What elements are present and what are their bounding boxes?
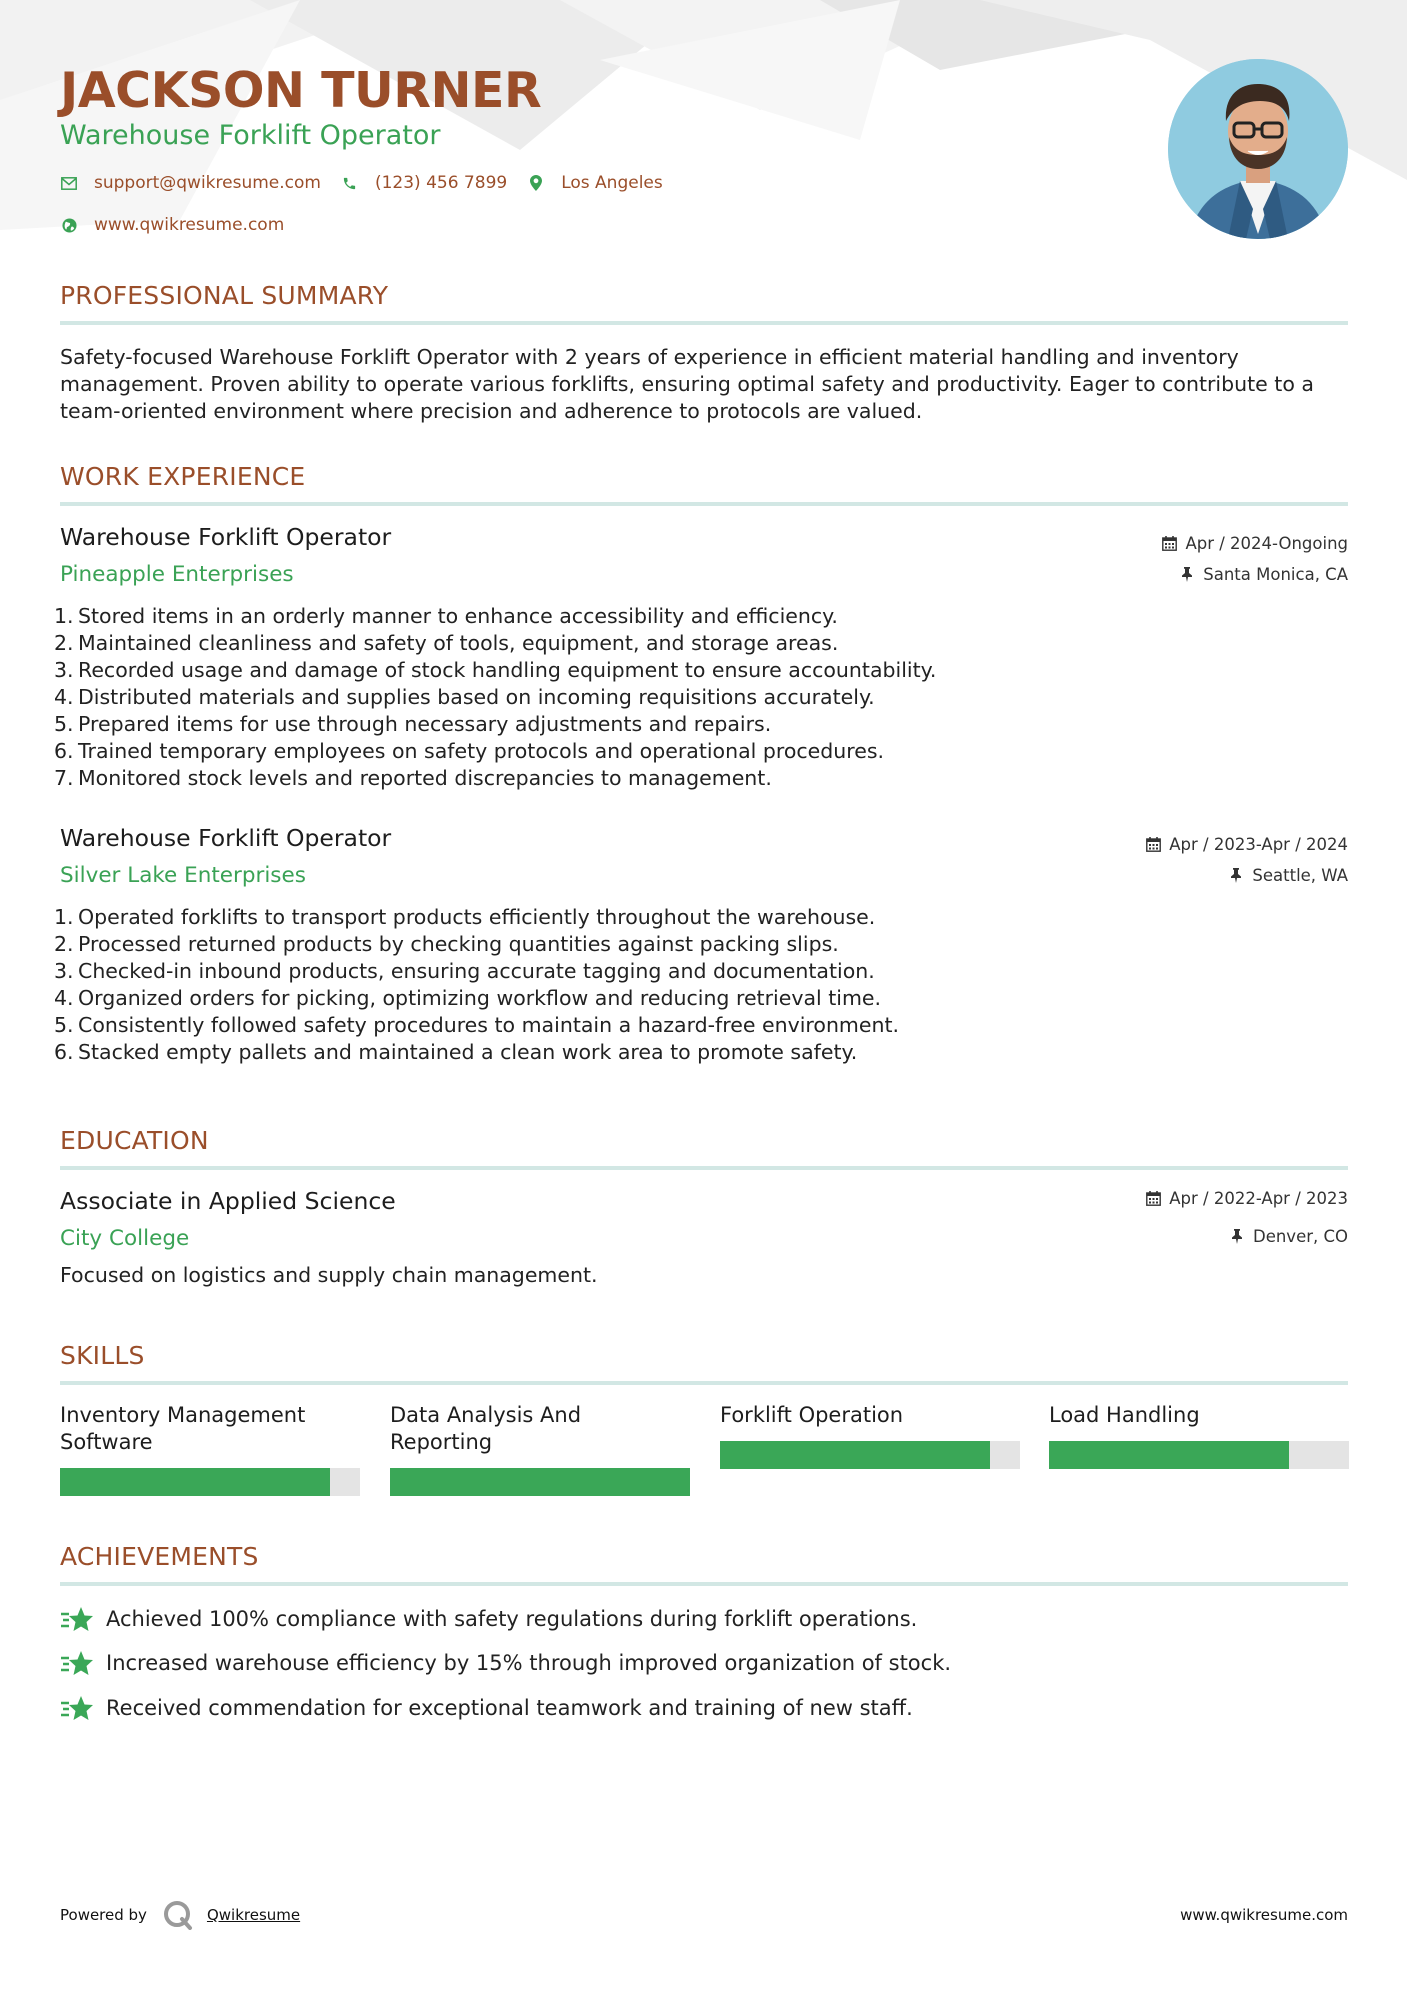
experience-divider [60,502,1348,506]
achievement-item [60,1650,951,1676]
list-item: 2. Maintained cleanliness and safety of tools, equipment, and storage areas. [54,631,839,655]
achievement-text: Achieved 100% compliance with safety regulations during forklift operations. [106,1607,918,1631]
job-location-text: Seattle, WA [1252,866,1348,885]
job-location-text: Santa Monica, CA [1203,565,1348,584]
education-dates-text: Apr / 2022-Apr / 2023 [1169,1189,1348,1208]
job-dates-text: Apr / 2024-Ongoing [1185,534,1348,553]
website-link[interactable]: www.qwikresume.com [94,215,285,235]
phone-number: (123) 456 7899 [374,173,508,193]
star-icon [60,1650,94,1676]
list-item: 7. Monitored stock levels and reported discrepancies to management. [54,766,772,790]
skill-name: Load Handling [1049,1403,1200,1427]
achievements-divider [60,1582,1348,1586]
education-school: City College [60,1226,190,1251]
summary-divider [60,321,1348,325]
globe-icon [60,216,78,234]
list-item: 1. Operated forklifts to transport products efficiently throughout the warehouse. [54,905,876,929]
summary-heading: PROFESSIONAL SUMMARY [60,281,389,310]
summary-line: Safety-focused Warehouse Forklift Operator with 2 years of experience in efficient material handling and inventory [60,345,1239,369]
skill-bar [60,1468,360,1496]
pushpin-icon [1228,868,1244,884]
education-location-text: Denver, CO [1252,1227,1348,1246]
list-item: 5. Consistently followed safety procedures to maintain a hazard-free environment. [54,1013,900,1037]
summary-text [60,344,1348,425]
powered-by-label: Powered by [60,1906,147,1924]
job-location [1179,565,1348,584]
job-bullets [54,904,1300,1066]
achievement-item [60,1606,917,1632]
achievement-text: Received commendation for exceptional teamwork and training of new staff. [106,1696,913,1720]
qwikresume-logo-icon [163,1900,193,1930]
skill-bar [720,1441,1020,1469]
skill-bar-fill [1049,1441,1289,1469]
candidate-name: JACKSON TURNER [60,62,542,119]
skill-item [720,1402,1020,1429]
job-company: Pineapple Enterprises [60,562,294,587]
education-dates [1145,1189,1348,1208]
skill-bar-fill [390,1468,690,1496]
phone-icon [341,174,359,192]
skill-name: Data Analysis And Reporting [390,1403,582,1454]
job-title: Warehouse Forklift Operator [60,824,392,852]
email-link[interactable]: support@qwikresume.com [94,173,321,193]
pushpin-icon [1229,1229,1245,1245]
job-title: Warehouse Forklift Operator [60,523,392,551]
envelope-icon [60,174,78,192]
education-heading: EDUCATION [60,1126,209,1155]
list-item: 3. Checked-in inbound products, ensuring accurate tagging and documentation. [54,959,875,983]
list-item: 4. Distributed materials and supplies based on incoming requisitions accurately. [54,685,875,709]
skill-bar-fill [720,1441,990,1469]
skill-name: Inventory Management Software [60,1403,306,1454]
summary-line: team-oriented environment where precision and adherence to protocols are valued. [60,399,923,423]
footer-powered-by [60,1900,300,1930]
contact-row-1 [60,173,683,193]
skill-bar [1049,1441,1349,1469]
job-dates [1145,835,1348,854]
calendar-icon [1145,837,1161,853]
skill-name: Forklift Operation [720,1403,904,1427]
list-item: 3. Recorded usage and damage of stock handling equipment to ensure accountability. [54,658,937,682]
candidate-title: Warehouse Forklift Operator [60,120,441,151]
star-icon [60,1606,94,1632]
list-item: 2. Processed returned products by checking quantities against packing slips. [54,932,839,956]
job-location [1228,866,1348,885]
qwikresume-link[interactable]: Qwikresume [206,1906,301,1924]
education-divider [60,1166,1348,1170]
contact-row-2 [60,215,304,235]
calendar-icon [1145,1191,1161,1207]
skills-heading: SKILLS [60,1341,145,1370]
location-text: Los Angeles [561,173,663,193]
calendar-icon [1161,536,1177,552]
summary-line: management. Proven ability to operate various forklifts, ensuring optimal safety and productivity. Eager to contribute to a [60,372,1314,396]
job-dates-text: Apr / 2023-Apr / 2024 [1169,835,1348,854]
job-company: Silver Lake Enterprises [60,863,306,888]
achievement-item [60,1695,913,1721]
achievement-text: Increased warehouse efficiency by 15% through improved organization of stock. [106,1651,952,1675]
list-item: 5. Prepared items for use through necessary adjustments and repairs. [54,712,772,736]
skill-bar [390,1468,690,1496]
profile-photo [1168,59,1348,239]
list-item: 4. Organized orders for picking, optimizing workflow and reducing retrieval time. [54,986,882,1010]
skills-divider [60,1381,1348,1385]
skill-item [1049,1402,1349,1429]
skill-item [60,1402,360,1456]
job-dates [1161,534,1348,553]
education-location [1229,1227,1348,1246]
star-icon [60,1695,94,1721]
job-bullets [54,603,1300,792]
achievements-heading: ACHIEVEMENTS [60,1542,259,1571]
map-pin-icon [527,174,545,192]
education-description: Focused on logistics and supply chain management. [60,1263,598,1287]
education-degree: Associate in Applied Science [60,1187,396,1215]
skill-item [390,1402,690,1456]
pushpin-icon [1179,567,1195,583]
list-item: 6. Stacked empty pallets and maintained a clean work area to promote safety. [54,1040,858,1064]
footer-website-link[interactable]: www.qwikresume.com [1180,1906,1348,1924]
skill-bar-fill [60,1468,330,1496]
list-item: 6. Trained temporary employees on safety protocols and operational procedures. [54,739,885,763]
experience-heading: WORK EXPERIENCE [60,462,306,491]
list-item: 1. Stored items in an orderly manner to enhance accessibility and efficiency. [54,604,838,628]
